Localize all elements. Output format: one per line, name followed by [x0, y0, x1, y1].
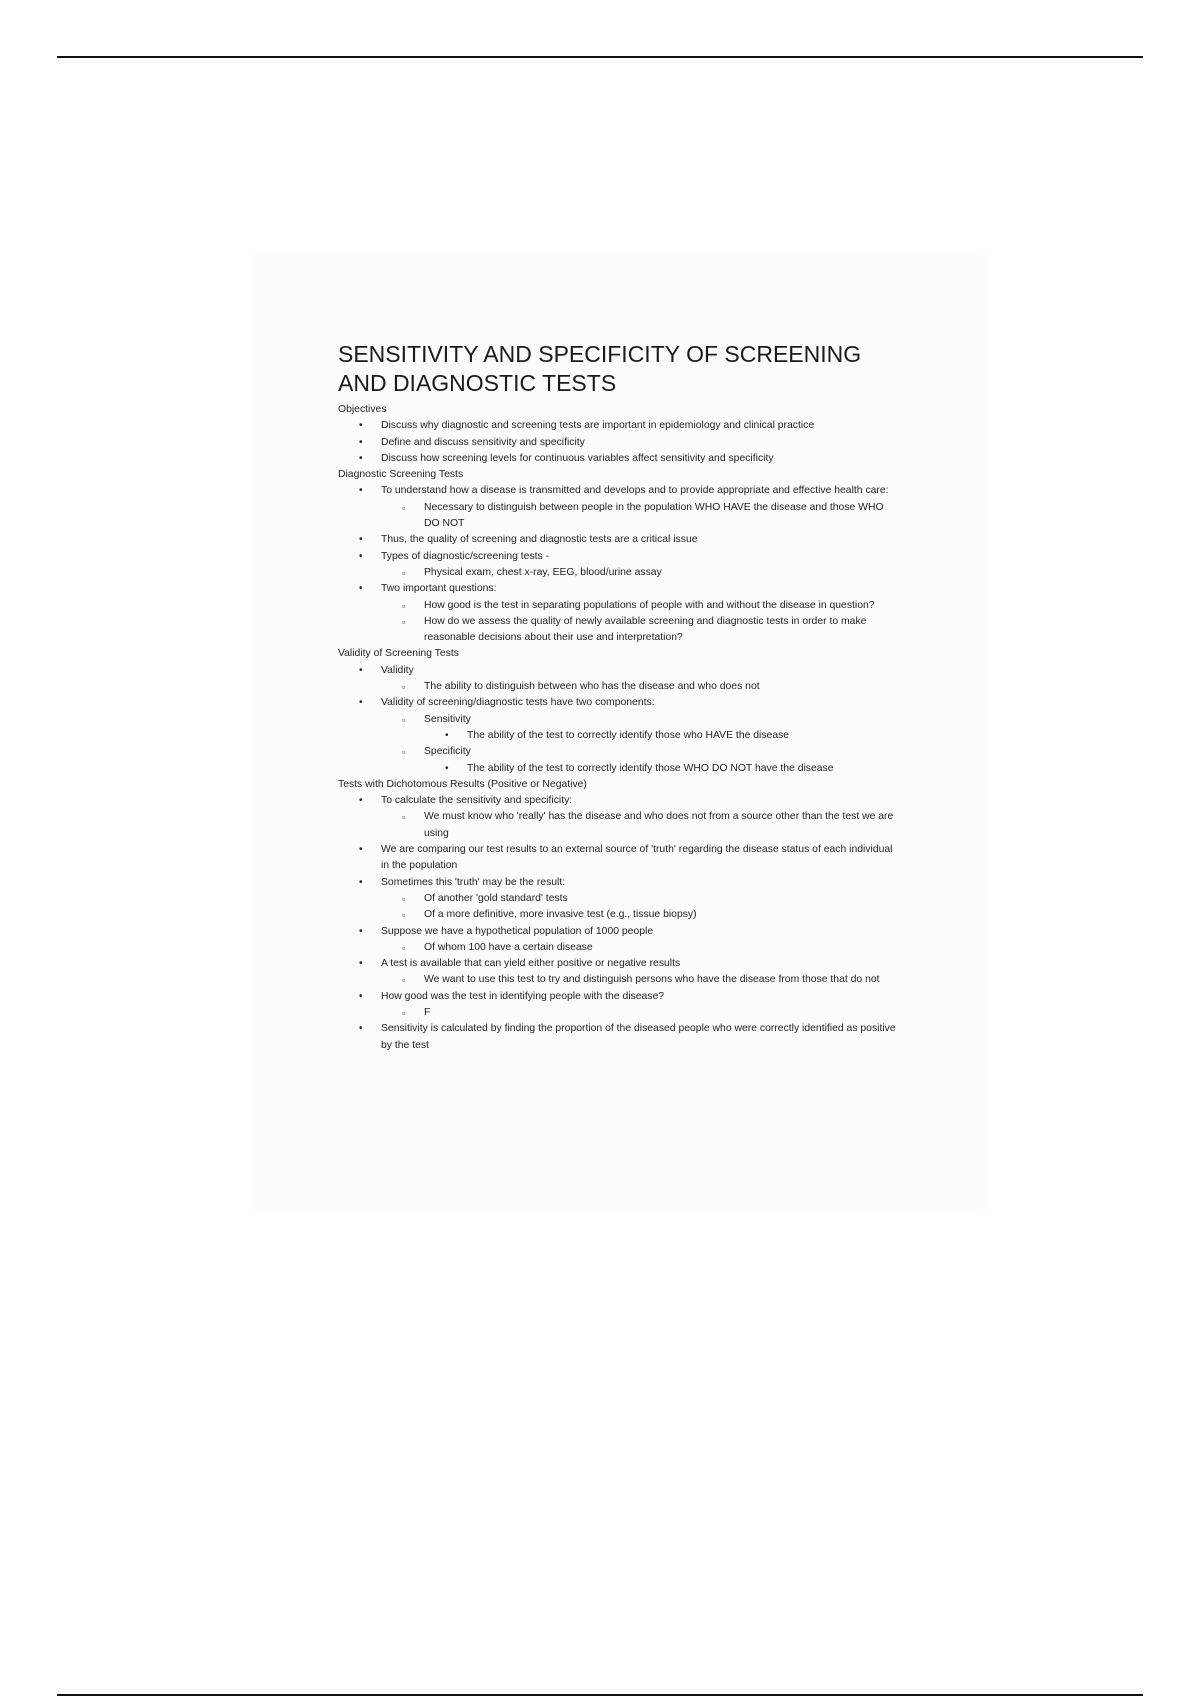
list-item-text: Physical exam, chest x-ray, EEG, blood/urine assay	[424, 566, 662, 578]
square-bullet-icon: ▫	[402, 942, 406, 953]
list-item-text: Suppose we have a hypothetical population of 1000 people	[381, 925, 654, 937]
list-item	[338, 663, 898, 679]
list-item-text: Discuss why diagnostic and screening tests are important in epidemiology and clinical practice	[381, 420, 815, 432]
document-title-line2: AND DIAGNOSTIC TESTS	[338, 370, 617, 396]
list-item	[338, 989, 898, 1005]
bullet-icon: •	[359, 958, 363, 970]
bullet-icon: •	[359, 664, 363, 676]
list-item	[338, 793, 898, 809]
page-top-rule	[57, 56, 1143, 58]
list-item	[338, 614, 898, 647]
bullet-icon: •	[359, 795, 363, 807]
list-item-text: The ability of the test to correctly identify those WHO DO NOT have the disease	[467, 762, 834, 774]
list-item	[338, 679, 898, 695]
list-item-text: We want to use this test to try and distinguish persons who have the disease from those that do not	[424, 974, 880, 986]
square-bullet-icon: ▫	[402, 893, 406, 904]
list-item	[338, 956, 898, 972]
outline-list	[338, 402, 898, 1054]
square-bullet-icon: ▫	[402, 747, 406, 758]
list-item	[338, 565, 898, 581]
list-item-text: Discuss how screening levels for continuous variables affect sensitivity and specificity	[381, 452, 774, 464]
bullet-icon: •	[359, 925, 363, 937]
list-item	[338, 712, 898, 728]
list-item	[338, 483, 898, 499]
section-heading: Tests with Dichotomous Results (Positive or Negative)	[338, 778, 587, 790]
list-item	[338, 907, 898, 923]
list-item	[338, 972, 898, 988]
section-heading: Objectives	[338, 404, 387, 415]
bullet-icon: •	[445, 762, 449, 774]
list-item-text: How good is the test in separating populations of people with and without the disease in question?	[424, 599, 875, 611]
bullet-icon: •	[359, 420, 363, 432]
square-bullet-icon: ▫	[402, 502, 406, 513]
list-item	[338, 809, 898, 842]
list-item-text: A test is available that can yield either positive or negative results	[381, 958, 681, 970]
list-item-text: Sensitivity is calculated by finding the proportion of the diseased people who were correctly identified as positive by the test	[381, 1023, 896, 1051]
list-item-text: Necessary to distinguish between people in the population WHO HAVE the disease and those WHO DO NOT	[424, 501, 884, 530]
square-bullet-icon: ▫	[402, 714, 406, 725]
list-item	[338, 532, 898, 548]
list-item-text: Validity of screening/diagnostic tests have two components:	[381, 697, 655, 709]
list-item	[338, 418, 898, 434]
list-item	[338, 451, 898, 467]
list-item	[338, 500, 898, 533]
list-item	[338, 598, 898, 614]
list-item	[338, 761, 898, 777]
list-item-text: We are comparing our test results to an external source of 'truth' regarding the disease status of each individual in the population	[381, 844, 893, 872]
list-item	[338, 728, 898, 744]
list-item-text: We must know who 'really' has the disease and who does not from a source other than the test we are using	[424, 811, 894, 839]
list-item	[338, 549, 898, 565]
list-item-text: Types of diagnostic/screening tests -	[381, 550, 550, 562]
list-item	[338, 891, 898, 907]
document-title	[338, 340, 898, 398]
list-item-text: Specificity	[424, 746, 471, 758]
bullet-icon: •	[359, 534, 363, 546]
list-item	[338, 1021, 898, 1054]
square-bullet-icon: ▫	[402, 682, 406, 693]
square-bullet-icon: ▫	[402, 600, 406, 611]
bullet-icon: •	[359, 452, 363, 464]
square-bullet-icon: ▫	[402, 567, 406, 578]
list-item-text: Sometimes this 'truth' may be the result:	[381, 876, 566, 888]
bullet-icon: •	[359, 436, 363, 448]
bullet-icon: •	[359, 697, 363, 709]
list-item	[338, 940, 898, 956]
list-item	[338, 875, 898, 891]
list-item	[338, 842, 898, 875]
list-item-text: To calculate the sensitivity and specificity:	[381, 795, 573, 807]
list-item-text: The ability of the test to correctly identify those who HAVE the disease	[467, 729, 790, 741]
list-item-text: Validity	[381, 664, 414, 676]
list-item	[338, 1005, 898, 1021]
bullet-icon: •	[359, 844, 363, 856]
list-item-text: Of a more definitive, more invasive test (e.g., tissue biopsy)	[424, 909, 697, 921]
square-bullet-icon: ▫	[402, 1007, 406, 1018]
section-heading: Validity of Screening Tests	[338, 648, 459, 660]
list-item-text: The ability to distinguish between who has the disease and who does not	[424, 681, 760, 693]
list-item-text: Two important questions:	[381, 583, 497, 595]
list-item-text: How do we assess the quality of newly available screening and diagnostic tests in order to make reasonable decisions about their use and interpretation?	[424, 615, 867, 644]
list-item	[338, 695, 898, 711]
list-item-text: Of whom 100 have a certain disease	[424, 941, 593, 953]
list-item-text: Thus, the quality of screening and diagnostic tests are a critical issue	[381, 534, 698, 546]
document-content	[338, 340, 898, 1054]
bullet-icon: •	[359, 583, 363, 595]
square-bullet-icon: ▫	[402, 616, 406, 627]
bullet-icon: •	[359, 876, 363, 888]
list-item-text: To understand how a disease is transmitted and develops and to provide appropriate and effective health care:	[381, 485, 889, 497]
list-item	[338, 435, 898, 451]
bullet-icon: •	[445, 729, 449, 741]
list-item	[338, 744, 898, 760]
list-item-text: Sensitivity	[424, 713, 471, 725]
list-item-text: Define and discuss sensitivity and specificity	[381, 436, 585, 448]
square-bullet-icon: ▫	[402, 910, 406, 921]
list-item	[338, 581, 898, 597]
bullet-icon: •	[359, 990, 363, 1002]
document-title-line1: SENSITIVITY AND SPECIFICITY OF SCREENING	[338, 341, 862, 367]
bullet-icon: •	[359, 1023, 363, 1035]
square-bullet-icon: ▫	[402, 812, 406, 823]
list-item-text: How good was the test in identifying people with the disease?	[381, 990, 665, 1002]
list-item-text: Of another 'gold standard' tests	[424, 892, 568, 904]
list-item-text: F	[424, 1006, 431, 1018]
page-bottom-rule	[57, 1694, 1143, 1696]
square-bullet-icon: ▫	[402, 975, 406, 986]
bullet-icon: •	[359, 550, 363, 562]
list-item	[338, 924, 898, 940]
section-heading: Diagnostic Screening Tests	[338, 469, 464, 481]
bullet-icon: •	[359, 485, 363, 497]
